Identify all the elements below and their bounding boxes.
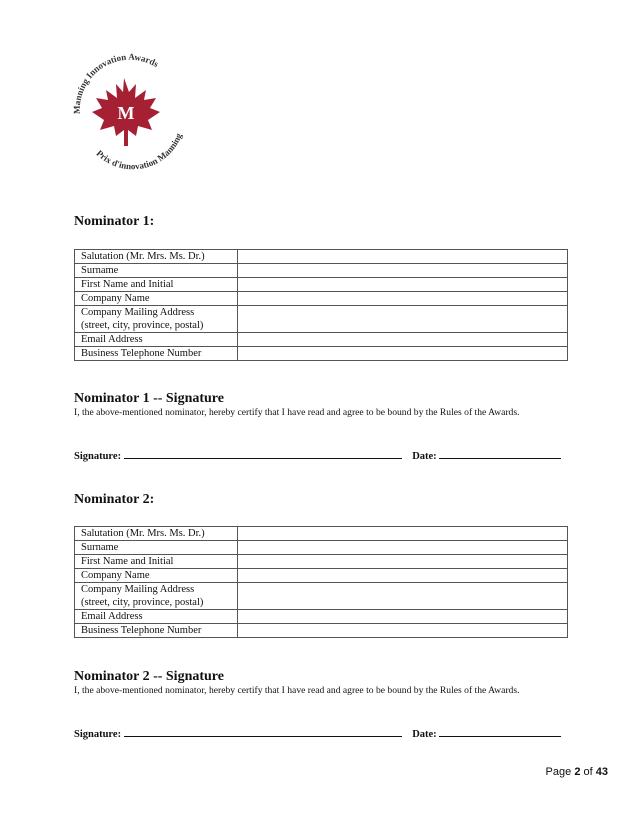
nominator2-signature-title: Nominator 2 -- Signature: [74, 669, 224, 684]
date-field[interactable]: [439, 726, 561, 737]
salutation-field[interactable]: [237, 527, 567, 541]
table-row: [75, 555, 568, 569]
table-row: [75, 527, 568, 541]
logo-letter: M: [117, 103, 135, 123]
email-field[interactable]: [237, 333, 567, 347]
phone-field[interactable]: [237, 624, 567, 638]
manning-awards-logo: [66, 50, 194, 172]
phone-field[interactable]: [237, 347, 567, 361]
date-field[interactable]: [439, 448, 561, 459]
nominator1-title: Nominator 1:: [74, 214, 155, 229]
table-row: [75, 333, 568, 347]
surname-field[interactable]: [237, 264, 567, 278]
table-row: [75, 610, 568, 624]
mailing-address-label: [75, 306, 238, 333]
email-label: Email Address: [75, 610, 238, 624]
logo-arc-top-text: Manning Innovation Awards: [71, 51, 161, 115]
company-name-field[interactable]: [237, 569, 567, 583]
table-row: [75, 569, 568, 583]
surname-label: Surname: [75, 541, 238, 555]
signature-field[interactable]: [124, 726, 402, 737]
mailing-address-label-line1: Company Mailing Address: [81, 584, 195, 595]
surname-label: Surname: [75, 264, 238, 278]
first-name-field[interactable]: [237, 555, 567, 569]
nominator2-certification: I, the above-mentioned nominator, hereby certify that I have read and agree to be bound by the Rules of the Awards.: [74, 685, 520, 696]
nominator2-form-table: [74, 526, 568, 638]
nominator1-signature-line: [74, 448, 561, 462]
company-name-field[interactable]: [237, 292, 567, 306]
first-name-label: First Name and Initial: [75, 278, 238, 292]
salutation-field[interactable]: [237, 250, 567, 264]
mailing-address-label-line1: Company Mailing Address: [81, 307, 195, 318]
first-name-field[interactable]: [237, 278, 567, 292]
table-row: [75, 264, 568, 278]
signature-label: Signature:: [74, 451, 122, 462]
svg-text:Prix d'innovation Manning: [95, 131, 184, 171]
logo-arc-bottom-text: Prix d'innovation Manning: [94, 131, 184, 172]
table-row: [75, 292, 568, 306]
table-row: [75, 250, 568, 264]
signature-field[interactable]: [124, 448, 402, 459]
phone-label: Business Telephone Number: [75, 624, 238, 638]
mailing-address-label: [75, 583, 238, 610]
salutation-label: Salutation (Mr. Mrs. Ms. Dr.): [75, 250, 238, 264]
table-row: [75, 278, 568, 292]
email-field[interactable]: [237, 610, 567, 624]
table-row: [75, 306, 568, 333]
mailing-address-field[interactable]: [237, 306, 567, 333]
nominator2-signature-line: [74, 726, 561, 740]
mailing-address-label-line2: (street, city, province, postal): [81, 597, 204, 608]
nominator1-signature-title: Nominator 1 -- Signature: [74, 391, 224, 406]
of-word: of: [583, 766, 593, 778]
first-name-label: First Name and Initial: [75, 555, 238, 569]
nominator1-certification: I, the above-mentioned nominator, hereby certify that I have read and agree to be bound by the Rules of the Awards.: [74, 407, 520, 418]
signature-label: Signature:: [74, 729, 122, 740]
table-row: [75, 541, 568, 555]
page-total: 43: [595, 766, 608, 778]
salutation-label: Salutation (Mr. Mrs. Ms. Dr.): [75, 527, 238, 541]
company-name-label: Company Name: [75, 292, 238, 306]
page-number: [546, 766, 608, 778]
company-name-label: Company Name: [75, 569, 238, 583]
date-label: Date:: [412, 451, 437, 462]
nominator1-form-table: [74, 249, 568, 361]
surname-field[interactable]: [237, 541, 567, 555]
table-row: [75, 624, 568, 638]
nominator2-title: Nominator 2:: [74, 492, 155, 507]
mailing-address-field[interactable]: [237, 583, 567, 610]
mailing-address-label-line2: (street, city, province, postal): [81, 320, 204, 331]
date-label: Date:: [412, 729, 437, 740]
page-word: Page: [545, 766, 572, 778]
page-current: 2: [574, 766, 581, 778]
phone-label: Business Telephone Number: [75, 347, 238, 361]
email-label: Email Address: [75, 333, 238, 347]
table-row: [75, 583, 568, 610]
table-row: [75, 347, 568, 361]
